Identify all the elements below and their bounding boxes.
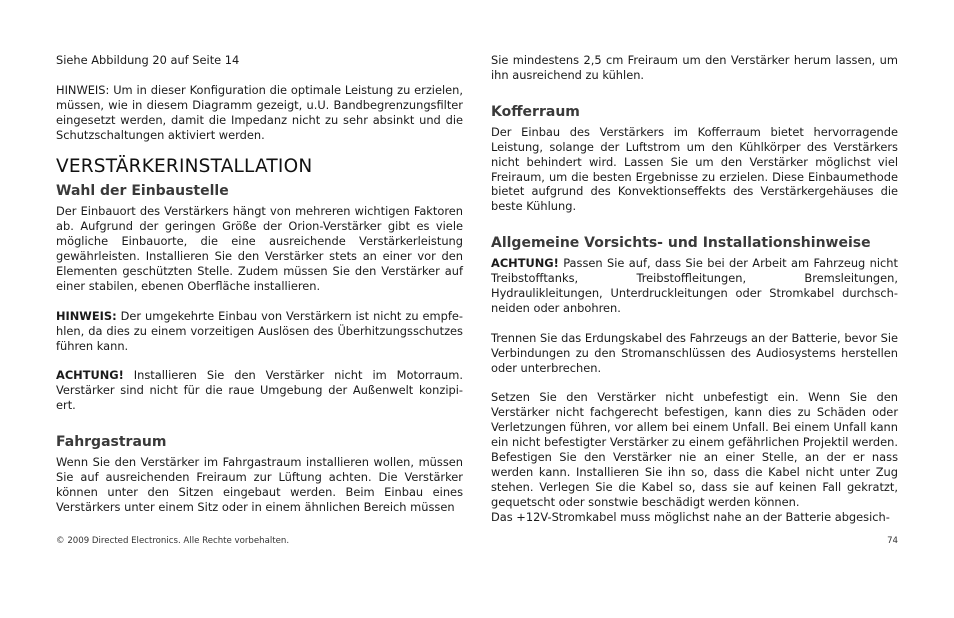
footer-copyright: © 2009 Directed Electronics. Alle Rechte vorbehalten. xyxy=(56,536,290,546)
hinweis-text: Der umgekehrte Einbau von Verstärkern ist nicht zu empfe-hlen, da dies zu einem vorzeitigen Auslösen des Überhitzungsschutzes führen kann. xyxy=(56,308,463,353)
heading-kofferraum: Kofferraum xyxy=(491,103,580,120)
hinweis-paragraph-2 xyxy=(56,309,463,354)
achtung-text-2: Passen Sie auf, dass Sie bei der Arbeit am Fahrzeug nicht Treibstofftanks, Treibstoffleitungen, Bremsleitungen, Hydraulikleitungen, Unterdruckleitungen oder Stromkabel durchsch-neiden oder anbohren. xyxy=(491,256,898,315)
trennen-paragraph: Trennen Sie das Erdungskabel des Fahrzeugs an der Batterie, bevor Sie Verbindungen zu den Stromanschlüssen des Audiosystems herstellen oder unterbrechen. xyxy=(491,330,898,375)
wahl-paragraph: Der Einbauort des Verstärkers hängt von mehreren wichtigen Faktoren ab. Aufgrund der geringen Größe der Orion-Verstärker gibt es viele mögliche Einbauorte, die eine ausreichende Verstärkerleistung gewährleisten. Installieren Sie den Verstärker stets an einer vor den Elementen geschützten Stelle. Zudem müssen Sie den Verstärker auf einer stabilen, ebenen Oberfläche installieren. xyxy=(56,204,463,293)
achtung-paragraph-1 xyxy=(56,368,463,413)
left-column xyxy=(56,53,463,515)
achtung-label: ACHTUNG! xyxy=(56,368,124,383)
hinweis-label: HINWEIS: xyxy=(56,308,117,323)
fahrgastraum-paragraph: Wenn Sie den Verstärker im Fahrgastraum installieren wollen, müssen Sie auf ausreichenden Freiraum zur Lüftung achten. Die Verstärker können unter den Sitzen eingebaut werden. Beim Einbau eines Verstärkers unter einem Sitz oder in einem ähnlichen Bereich müssen xyxy=(56,455,463,514)
heading-fahrgastraum: Fahrgastraum xyxy=(56,434,167,451)
stromkabel-paragraph: Das +12V-Stromkabel muss möglichst nahe an der Batterie abgesich- xyxy=(491,509,890,524)
right-column xyxy=(491,53,898,525)
heading-wahl-der-einbaustelle: Wahl der Einbaustelle xyxy=(56,183,229,200)
continuation-paragraph: Sie mindestens 2,5 cm Freiraum um den Verstärker herum lassen, um ihn ausreichend zu kühlen. xyxy=(491,53,898,82)
section-title: VERSTÄRKERINSTALLATION xyxy=(56,156,313,178)
achtung-paragraph-2 xyxy=(491,256,898,316)
page-number: 74 xyxy=(887,536,898,546)
achtung-text: Installieren Sie den Verstärker nicht im Motorraum. Verstärker sind nicht für die raue Umgebung der Außenwelt konzipi-ert. xyxy=(56,368,463,413)
heading-vorsichtshinweise: Allgemeine Vorsichts- und Installationshinweise xyxy=(491,235,871,252)
hinweis-paragraph-1: HINWEIS: Um in dieser Konfiguration die optimale Leistung zu erzielen, müssen, wie in diesem Diagramm gezeigt, u.U. Bandbegrenzungsfilter eingesetzt werden, damit die Impedanz nicht zu sehr absinkt und die Schutzschaltungen aktiviert werden. xyxy=(56,82,463,142)
setzen-paragraph: Setzen Sie den Verstärker nicht unbefestigt ein. Wenn Sie den Verstärker nicht fachgerecht befestigen, kann dies zu Schäden oder Verletzungen führen, vor allem bei einem Unfall. Bei einem Unfall kann ein nicht befestigter Verstärker zu einem gefährlichen Projektil werden. Befestigen Sie den Verstärker nie an einer Stelle, an der er nass werden kann. Installieren Sie ihn so, dass die Kabel nicht unter Zug stehen. Verlegen Sie die Kabel so, dass sie auf keinen Fall gekratzt, gequetscht oder sonstwie beschädigt werden können. xyxy=(491,390,898,509)
kofferraum-paragraph: Der Einbau des Verstärkers im Kofferraum bietet hervorragende Leistung, solange der Luftstrom um den Kühlkörper des Verstärkers nicht behindert wird. Lassen Sie um den Verstärker möglichst viel Freiraum, um die besten Ergebnisse zu erzielen. Diese Einbaumethode bietet aufgrund des Konvektionseffekts des Verstärkergehäuses die beste Kühlung. xyxy=(491,124,898,214)
figure-reference: Siehe Abbildung 20 auf Seite 14 xyxy=(56,53,240,67)
achtung-label-2: ACHTUNG! xyxy=(491,256,559,271)
